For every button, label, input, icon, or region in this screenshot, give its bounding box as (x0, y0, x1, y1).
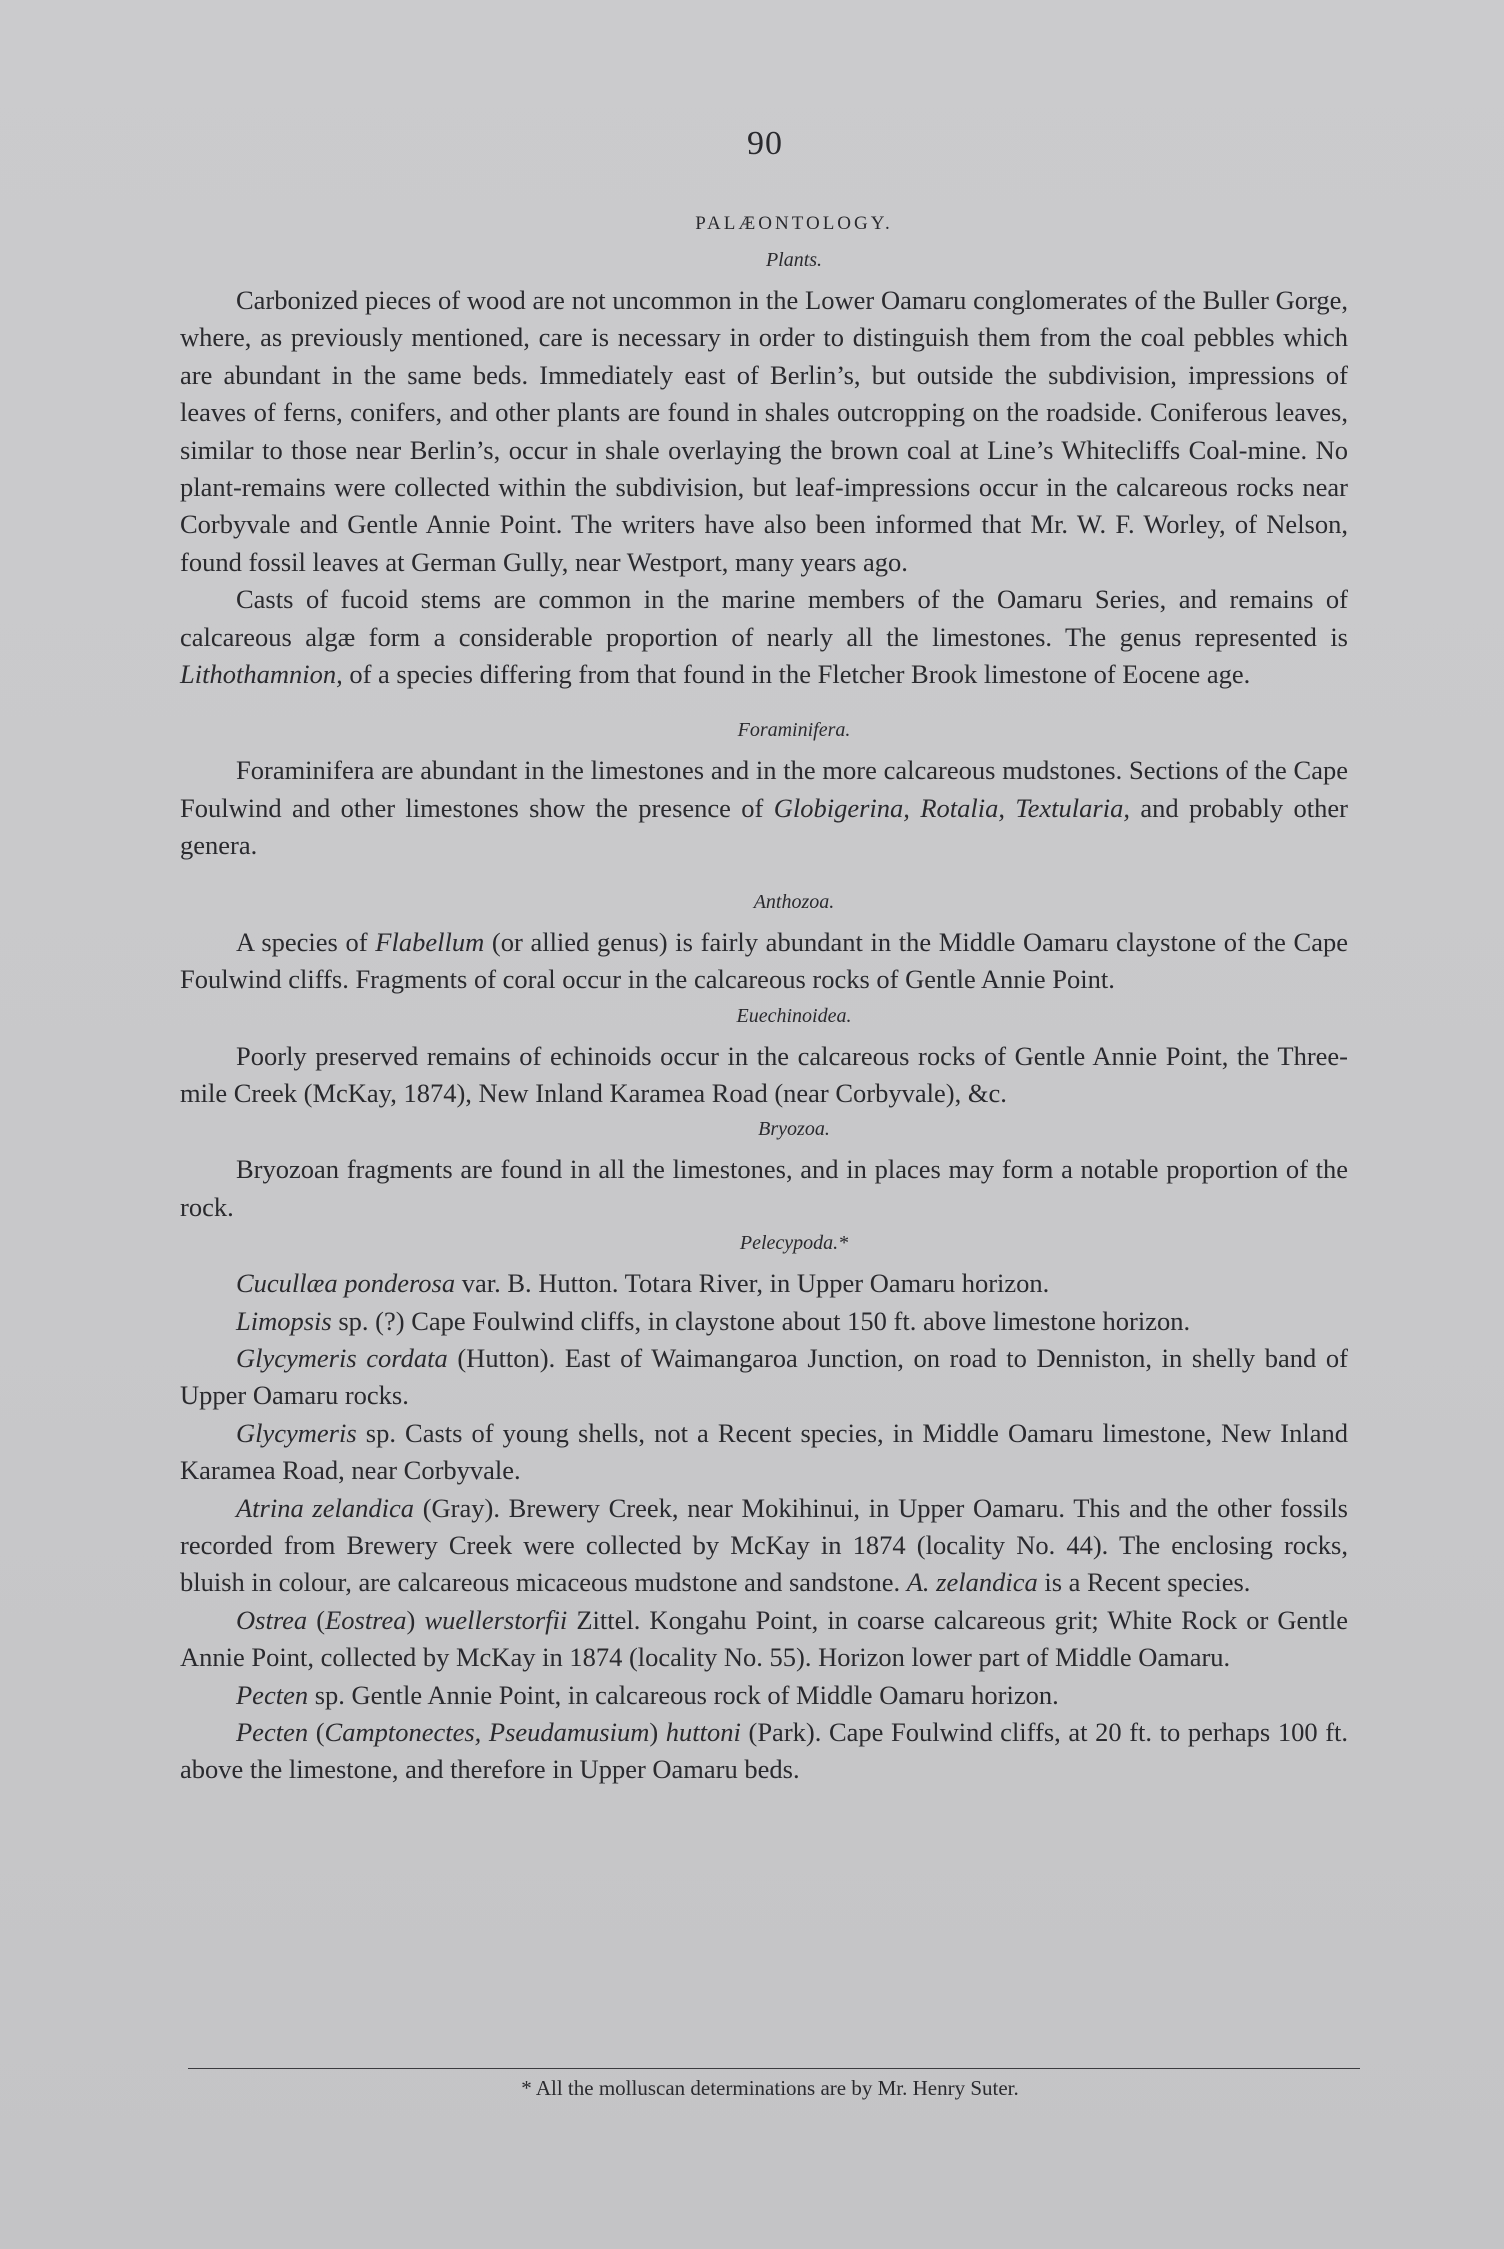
species-text: sp. (?) Cape Foulwind cliffs, in claystone about 150 ft. above limestone horizon. (331, 1305, 1191, 1336)
species-entry-cucullaea (180, 1265, 1348, 1302)
anthozoa-text-a: A species of (236, 926, 376, 957)
paren-close: ) (649, 1717, 666, 1747)
species-name: Glycymeris cordata (236, 1342, 448, 1373)
subgenus: Eostrea (325, 1604, 407, 1635)
plants-p2-text-b: of a species differing from that found in the Fletcher Brook limestone of Eocene age. (342, 659, 1251, 690)
species-name: Cucullæa ponderosa (236, 1268, 456, 1299)
species-text: (Hutton). East of Waimangaroa Junction, on road to Denniston, in shelly band of Upper Oamaru rocks. (180, 1342, 1348, 1411)
section-title: PALÆONTOLOGY. (695, 213, 893, 234)
species-entry-glycymeris-sp (180, 1415, 1348, 1490)
species-name: Limopsis (236, 1305, 332, 1336)
paren-open: ( (307, 1604, 326, 1635)
anthozoa-paragraph (180, 924, 1348, 999)
heading-anthozoa: Anthozoa. (753, 890, 835, 913)
plants-paragraph-2 (180, 581, 1348, 693)
plants-genus: Lithothamnion, (180, 659, 343, 690)
plants-p2-text-a: Casts of fucoid stems are common in the marine members of the Oamaru Series, and remains of calcareous algæ form a considerable proportion of nearly all the limestones. The genus represented is (180, 584, 1348, 652)
page-number: 90 (747, 125, 783, 162)
foraminifera-text-a: Foraminifera are abundant in the limestones and in the more calcareous mudstones. Sections of the Cape Foulwind and other limestones show the presence of (180, 755, 1348, 823)
anthozoa-genus: Flabellum (375, 926, 485, 957)
heading-euechinoidea: Euechinoidea. (736, 1004, 852, 1027)
species-name: Ostrea (236, 1604, 308, 1635)
species-name: Atrina zelandica (236, 1492, 414, 1523)
paren-open: ( (308, 1717, 325, 1747)
species-entry-glycymeris-cordata (180, 1340, 1348, 1415)
subgenus: Camptonectes, Pseudamusium (324, 1717, 650, 1747)
species-text: sp. Casts of young shells, not a Recent species, in Middle Oamaru limestone, New Inland Karamea Road, near Corbyvale. (180, 1417, 1348, 1486)
footnote: * All the molluscan determinations are by Mr. Henry Suter. (521, 2076, 1019, 2100)
heading-foraminifera: Foraminifera. (737, 719, 851, 742)
species-entry-limopsis (180, 1303, 1348, 1340)
species-entry-atrina (180, 1490, 1348, 1602)
species-entry-pecten-sp (180, 1677, 1348, 1714)
heading-pelecypoda: Pelecypoda.* (739, 1232, 849, 1255)
species-text-2: is a Recent species. (1037, 1567, 1251, 1598)
paren-close: ) (406, 1604, 425, 1635)
species-name: Glycymeris (236, 1417, 357, 1448)
foraminifera-genus-2: Rotalia, (920, 792, 1005, 823)
species-epithet: huttoni (665, 1717, 741, 1747)
foraminifera-text-b: and probably other genera. (180, 792, 1348, 861)
text-column (180, 205, 1348, 1789)
anthozoa-text-b: (or allied genus) is fairly abundant in the Middle Oamaru claystone of the Cape Foulwind cliffs. Fragments of coral occur in the calcareous rocks of Gentle Annie Point. (180, 926, 1349, 995)
plants-paragraph-1: Carbonized pieces of wood are not uncommon in the Lower Oamaru conglomerates of the Buller Gorge, where, as previously mentioned, care is necessary in order to distinguish them from the coal pebbles which are abundant in the same beds. Immediately east of Berlin’s, but outside the subdivision, impressions of leaves of ferns, conifers, and other plants are found in shales outcropping on the roadside. Coniferous leaves, similar to those near Berlin’s, occur in shale overlaying the brown coal at Line’s Whitecliffs Coal-mine. No plant-remains were collected within the subdivision, but leaf-impressions occur in the calcareous rocks near Corbyvale and Gentle Annie Point. The writers have also been informed that Mr. W. F. Worley, of Nelson, found fossil leaves at German Gully, near Westport, many years ago. (180, 285, 1348, 577)
species-entry-pecten-huttoni (180, 1714, 1348, 1789)
euechinoidea-paragraph: Poorly preserved remains of echinoids occur in the calcareous rocks of Gentle Annie Point, the Three-mile Creek (McKay, 1874), New Inland Karamea Road (near Corbyvale), &c. (180, 1040, 1348, 1108)
heading-plants: Plants. (765, 249, 823, 271)
foraminifera-genus-1: Globigerina, (773, 792, 910, 823)
foraminifera-paragraph (180, 752, 1348, 864)
species-text: (Park). Cape Foulwind cliffs, at 20 ft. to perhaps 100 ft. above the limestone, and therefore in Upper Oamaru beds. (180, 1717, 1349, 1785)
species-name: Pecten (236, 1679, 309, 1710)
heading-bryozoa: Bryozoa. (758, 1118, 830, 1141)
species-entry-ostrea (180, 1602, 1348, 1677)
species-abbrev: A. zelandica (906, 1567, 1038, 1598)
species-text: Zittel. Kongahu Point, in coarse calcareous grit; White Rock or Gentle Annie Point, collected by McKay in 1874 (locality No. 55). Horizon lower part of Middle Oamaru. (180, 1604, 1348, 1673)
species-text: (Gray). Brewery Creek, near Mokihinui, in Upper Oamaru. This and the other fossils recorded from Brewery Creek were collected by McKay in 1874 (locality No. 44). The enclosing rocks, bluish in colour, are calcareous micaceous mudstone and sandstone. (180, 1492, 1348, 1598)
footnote-divider (188, 2068, 1360, 2069)
species-text: var. B. Hutton. Totara River, in Upper Oamaru horizon. (455, 1268, 1050, 1299)
species-name: Pecten (236, 1717, 309, 1747)
species-epithet: wuellerstorfii (424, 1604, 568, 1635)
bryozoa-paragraph: Bryozoan fragments are found in all the limestones, and in places may form a notable proportion of the rock. (180, 1154, 1348, 1222)
species-text: sp. Gentle Annie Point, in calcareous rock of Middle Oamaru horizon. (308, 1679, 1059, 1710)
foraminifera-genus-3: Textularia, (1015, 792, 1130, 823)
